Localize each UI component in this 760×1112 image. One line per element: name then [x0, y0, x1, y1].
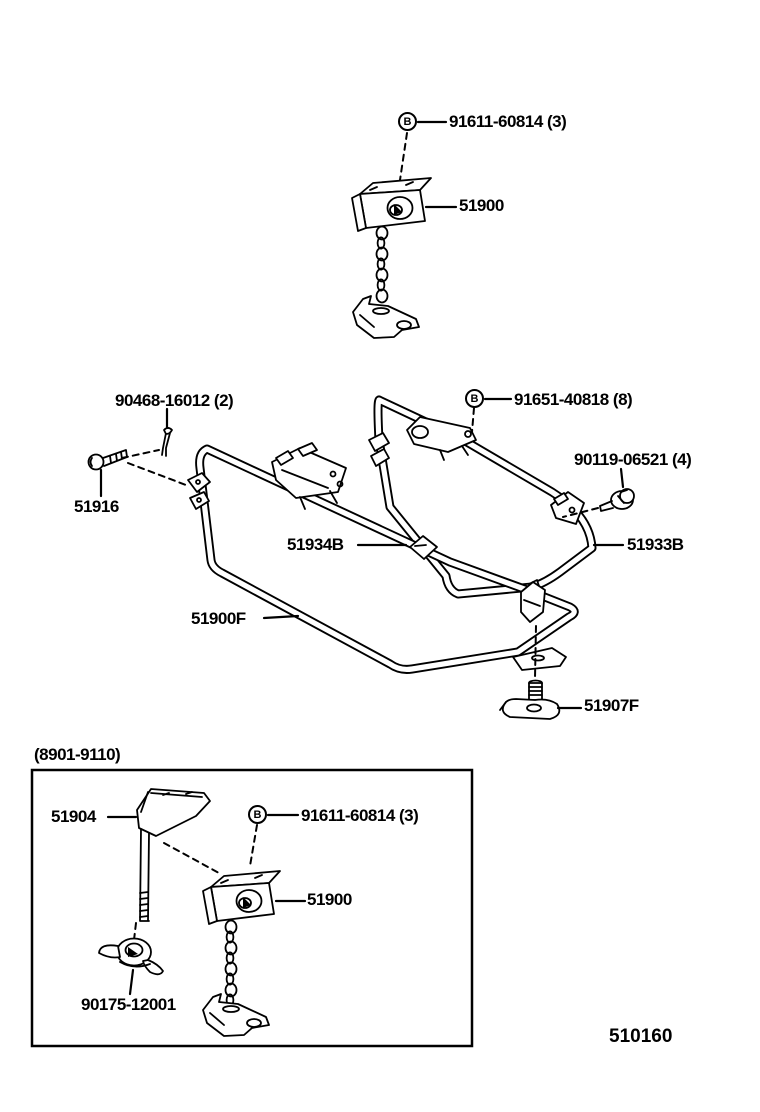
figure-number: 510160 — [609, 1026, 673, 1047]
callout-b-middle: B — [465, 389, 484, 408]
label-box-winch: 51900 — [307, 890, 352, 909]
label-wing-nut: 90175-12001 — [81, 995, 176, 1014]
top-winch-drawing — [352, 122, 456, 338]
label-clip: 90468-16012 (2) — [115, 391, 234, 410]
label-carrier-frame: 51900F — [191, 609, 246, 628]
wing-nut-drawing — [99, 939, 163, 995]
label-bracket-bolt: 90119-06521 (4) — [574, 450, 692, 469]
box-winch-drawing — [203, 815, 305, 1036]
rear-frame-drawing — [369, 400, 592, 594]
label-frame-no2: 51933B — [627, 535, 684, 554]
label-hook-bolt: 51907F — [584, 696, 639, 715]
pin-drawing — [89, 450, 187, 496]
label-handle: 51904 — [51, 807, 96, 826]
label-top-winch: 51900 — [459, 196, 504, 215]
label-production-range: (8901-9110) — [34, 745, 121, 764]
callout-b-box: B — [248, 805, 267, 824]
label-support-bracket: 51934B — [287, 535, 344, 554]
label-pin: 51916 — [74, 497, 119, 516]
label-frame-bolt: 91651-40818 (8) — [514, 390, 633, 409]
callout-b-top: B — [398, 112, 417, 131]
clip-drawing — [162, 409, 172, 456]
label-top-winch-bolt: 91611-60814 (3) — [449, 112, 567, 131]
label-box-winch-bolt: 91611-60814 (3) — [301, 806, 419, 825]
handle-drawing — [108, 789, 219, 940]
